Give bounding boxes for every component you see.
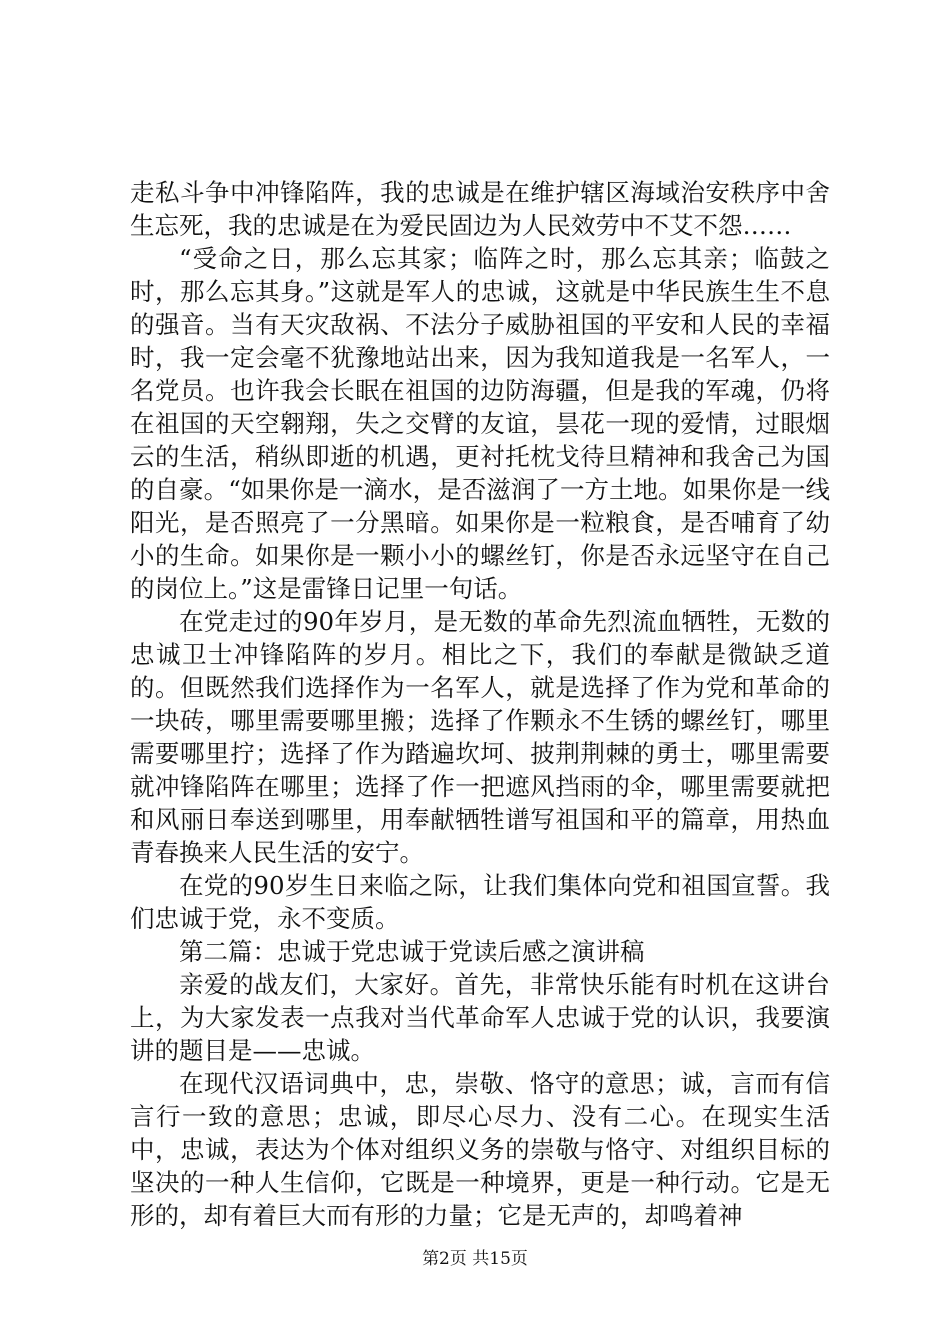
document-body bbox=[130, 176, 830, 1232]
paragraph-5: 亲爱的战友们，大家好。首先，非常快乐能有时机在这讲台上，为大家发表一点我对当代革命军人忠诚于党的认识，我要演讲的题目是——忠诚。 bbox=[130, 970, 830, 1065]
paragraph-4: 在党的90岁生日来临之际，让我们集体向党和祖国宣誓。我们忠诚于党，永不变质。 bbox=[130, 871, 830, 933]
page-number-footer: 第2页 共15页 bbox=[422, 1249, 528, 1269]
section-heading: 第二篇：忠诚于党忠诚于党读后感之演讲稿 bbox=[179, 937, 645, 966]
paragraph-2: “受命之日，那么忘其家；临阵之时，那么忘其亲；临鼓之时，那么忘其身。”这就是军人的忠诚，这就是中华民族生生不息的强音。当有天灾敌祸、不法分子威胁祖国的平安和人民的幸福时，我一定会毫不犹豫地站出来，因为我知道我是一名军人，一名党员。也许我会长眠在祖国的边防海疆，但是我的军魂，仍将在祖国的天空翱翔，失之交臂的友谊，昙花一现的爱情，过眼烟云的生活，稍纵即逝的机遇，更衬托枕戈待旦精神和我舍己为国的自豪。“如果你是一滴水，是否滋润了一方土地。如果你是一线阳光，是否照亮了一分黑暗。如果你是一粒粮食，是否哺育了幼小的生命。如果你是一颗小小的螺丝钉，你是否永远坚守在自己的岗位上。”这是雷锋日记里一句话。 bbox=[130, 244, 830, 603]
paragraph-1: 走私斗争中冲锋陷阵，我的忠诚是在维护辖区海域治安秩序中舍生忘死，我的忠诚是在为爱民固边为人民效劳中不艾不怨…… bbox=[130, 178, 830, 240]
paragraph-3: 在党走过的90年岁月，是无数的革命先烈流血牺牲，无数的忠诚卫士冲锋陷阵的岁月。相比之下，我们的奉献是微缺乏道的。但既然我们选择作为一名军人，就是选择了作为党和革命的一块砖，哪里需要哪里搬；选择了作颗永不生锈的螺丝钉，哪里需要哪里拧；选择了作为踏遍坎坷、披荆荆棘的勇士，哪里需要就冲锋陷阵在哪里；选择了作一把遮风挡雨的伞，哪里需要就把和风丽日奉送到哪里，用奉献牺牲谱写祖国和平的篇章，用热血青春换来人民生活的安宁。 bbox=[130, 607, 830, 867]
paragraph-6: 在现代汉语词典中，忠，崇敬、恪守的意思；诚，言而有信言行一致的意思；忠诚，即尽心尽力、没有二心。在现实生活中，忠诚，表达为个体对组织义务的崇敬与恪守、对组织目标的坚决的一种人生信仰，它既是一种境界，更是一种行动。它是无形的，却有着巨大而有形的力量；它是无声的，却鸣着神 bbox=[130, 1069, 830, 1230]
